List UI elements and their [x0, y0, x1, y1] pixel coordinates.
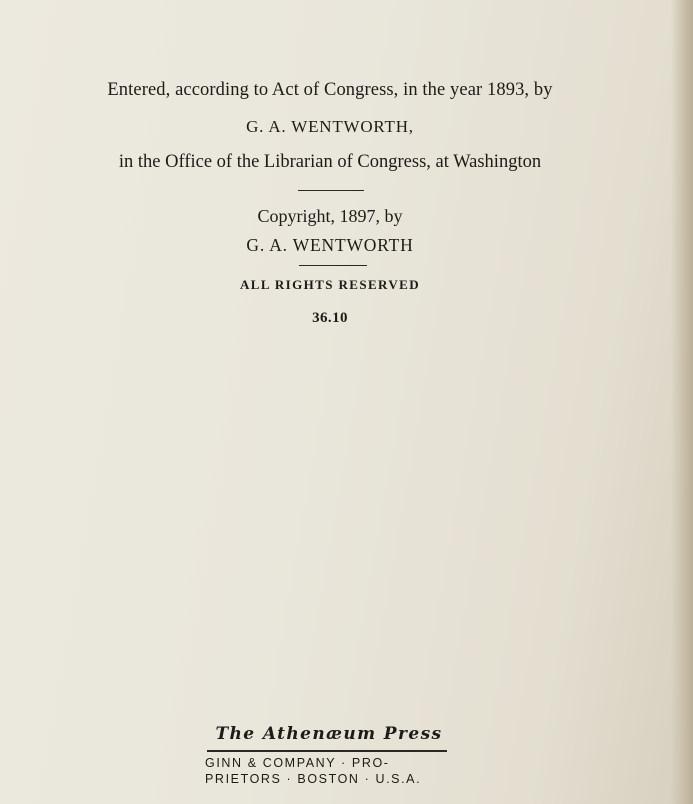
entered-statement: Entered, according to Act of Congress, in the year 1893, by	[107, 80, 553, 100]
author-name-second: G. A. WENTWORTH	[246, 235, 414, 255]
publisher-line: GINN & COMPANY · PRO-	[205, 756, 390, 770]
copyright-statement: Copyright, 1897, by	[257, 206, 403, 226]
page-edge-shadow	[671, 0, 693, 804]
print-code: 36.10	[312, 310, 348, 326]
office-statement: in the Office of the Librarian of Congress, at Washington	[118, 152, 542, 172]
author-name-first: G. A. WENTWORTH,	[246, 117, 414, 136]
divider-rule	[299, 265, 367, 266]
press-name: The Athenæum Press	[215, 724, 443, 744]
rights-reserved: ALL RIGHTS RESERVED	[239, 277, 421, 292]
press-rule	[207, 750, 447, 752]
divider-rule	[298, 190, 364, 191]
publisher-line: PRIETORS · BOSTON · U.S.A.	[205, 772, 422, 786]
